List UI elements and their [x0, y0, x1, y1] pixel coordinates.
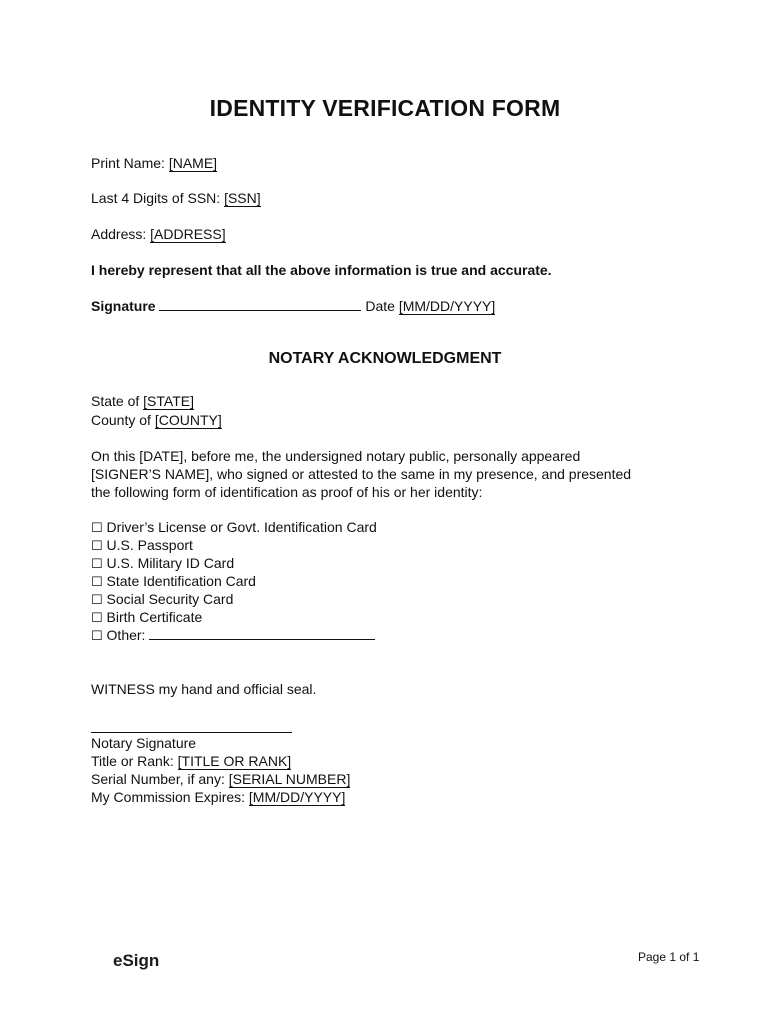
signature-field[interactable]	[159, 297, 361, 311]
signature-label: Signature	[91, 298, 156, 314]
commission-field[interactable]: [MM/DD/YYYY]	[248, 789, 346, 805]
id-option-label: Driver’s License or Govt. Identification Card	[106, 519, 377, 535]
notary-paragraph	[91, 447, 691, 501]
checkbox-icon[interactable]: ☐	[91, 611, 103, 626]
notary-signature-line[interactable]	[91, 732, 292, 733]
page-title: IDENTITY VERIFICATION FORM	[209, 95, 561, 121]
notary-paragraph-line: [SIGNER’S NAME], who signed or attested to the same in my presence, and presented	[91, 466, 632, 482]
ssn-field[interactable]: [SSN]	[224, 190, 261, 206]
commission-row	[91, 788, 345, 806]
id-option-other[interactable]	[91, 626, 375, 646]
state-row	[91, 392, 194, 410]
id-option-social-security[interactable]	[91, 590, 233, 610]
id-option-drivers-license[interactable]	[91, 518, 377, 538]
title-rank-label: Title or Rank:	[91, 753, 174, 769]
other-id-field[interactable]	[149, 626, 375, 640]
id-option-military-id[interactable]	[91, 554, 234, 574]
print-name-label: Print Name:	[91, 155, 165, 171]
esign-logo: eSign	[113, 951, 160, 970]
serial-number-row	[91, 770, 350, 788]
id-option-label: Other:	[106, 627, 146, 643]
commission-label: My Commission Expires:	[91, 789, 246, 805]
checkbox-icon[interactable]: ☐	[91, 629, 103, 644]
county-field[interactable]: [COUNTY]	[154, 412, 222, 428]
date-field[interactable]: [MM/DD/YYYY]	[398, 298, 496, 314]
title-rank-row	[91, 752, 291, 770]
serial-number-field[interactable]: [SERIAL NUMBER]	[228, 771, 351, 787]
id-option-label: Birth Certificate	[106, 609, 203, 625]
address-field[interactable]: [ADDRESS]	[150, 226, 226, 242]
notary-paragraph-line: the following form of identification as proof of his or her identity:	[91, 484, 483, 500]
serial-number-label: Serial Number, if any:	[91, 771, 225, 787]
id-option-label: State Identification Card	[106, 573, 256, 589]
county-row	[91, 411, 222, 429]
title-rank-field[interactable]: [TITLE OR RANK]	[177, 753, 292, 769]
county-label: County of	[91, 412, 151, 428]
notary-heading: NOTARY ACKNOWLEDGMENT	[268, 350, 502, 367]
address-label: Address:	[91, 226, 147, 242]
id-option-label: Social Security Card	[106, 591, 234, 607]
id-option-birth-certificate[interactable]	[91, 608, 202, 628]
witness-statement: WITNESS my hand and official seal.	[91, 681, 317, 697]
notary-signature-label: Notary Signature	[91, 735, 197, 751]
id-option-label: U.S. Passport	[106, 537, 193, 553]
checkbox-icon[interactable]: ☐	[91, 557, 103, 572]
page-number: Page 1 of 1	[638, 950, 700, 964]
print-name-row	[91, 154, 217, 172]
state-label: State of	[91, 393, 140, 409]
print-name-field[interactable]: [NAME]	[168, 155, 218, 171]
accuracy-statement: I hereby represent that all the above information is true and accurate.	[91, 262, 552, 278]
state-field[interactable]: [STATE]	[143, 393, 194, 409]
signature-row	[91, 297, 495, 315]
id-option-state-id[interactable]	[91, 572, 256, 592]
checkbox-icon[interactable]: ☐	[91, 575, 103, 590]
checkbox-icon[interactable]: ☐	[91, 521, 103, 536]
checkbox-icon[interactable]: ☐	[91, 539, 103, 554]
ssn-row	[91, 189, 261, 207]
address-row	[91, 225, 226, 243]
id-option-label: U.S. Military ID Card	[106, 555, 235, 571]
checkbox-icon[interactable]: ☐	[91, 593, 103, 608]
id-option-passport[interactable]	[91, 536, 193, 556]
notary-paragraph-line: On this [DATE], before me, the undersigned notary public, personally appeared	[91, 448, 581, 464]
date-label: Date	[365, 298, 395, 314]
ssn-label: Last 4 Digits of SSN:	[91, 190, 221, 206]
